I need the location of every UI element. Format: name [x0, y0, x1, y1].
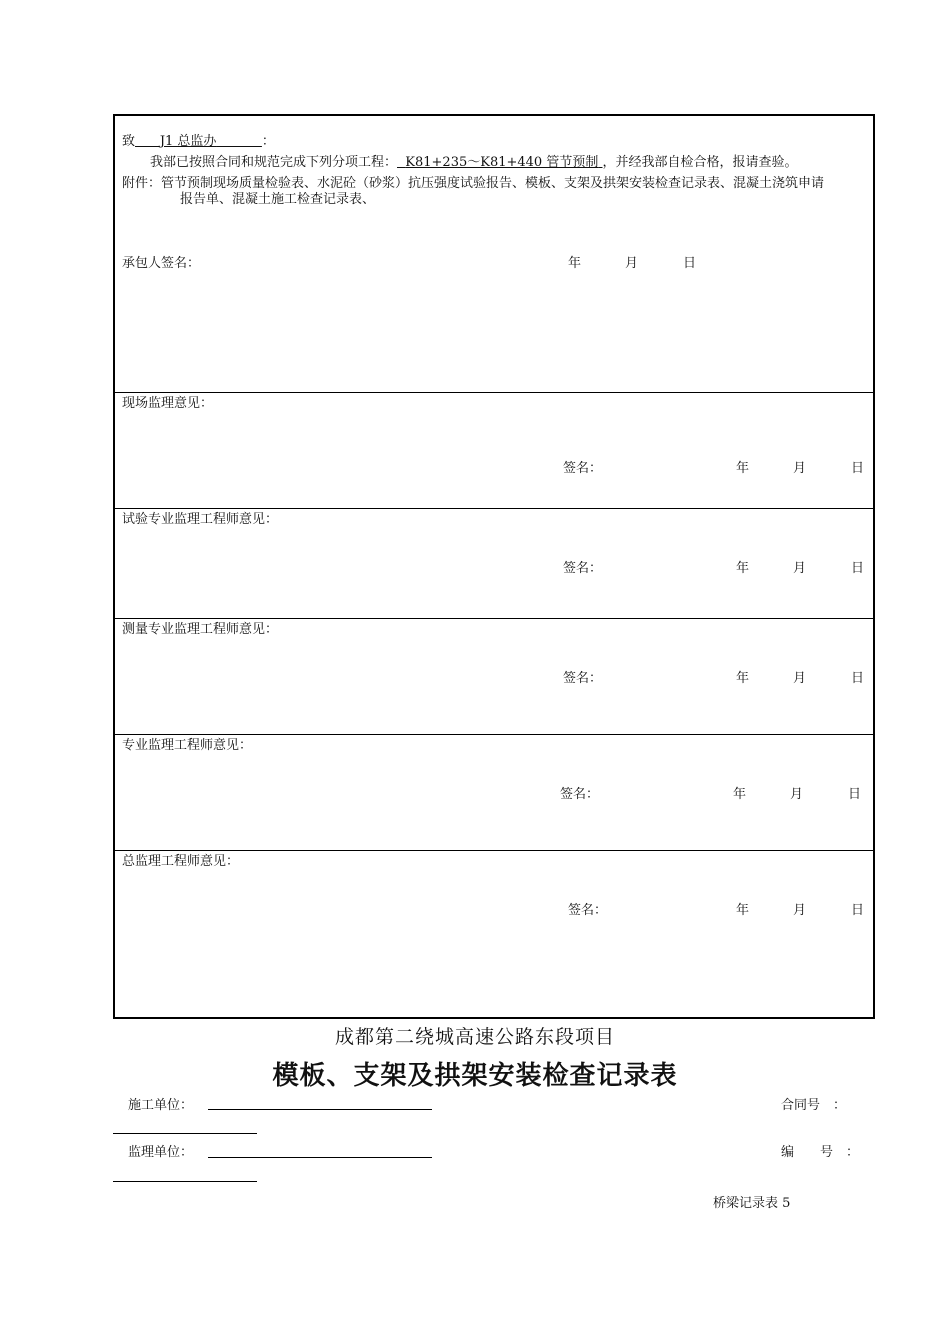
survey-engineer-sign-label: 签名： [563, 671, 603, 686]
statement-prefix: 我部已按照合同和规范完成下列分项工程： [150, 155, 398, 170]
site-supervisor-month: 月 [793, 461, 807, 476]
form-code: 桥梁记录表 5 [713, 1196, 791, 1211]
form-title: 模板、支架及拱架安装检查记录表 [272, 1061, 678, 1091]
contractor-year-label: 年 [568, 256, 582, 271]
site-supervisor-sign-label: 签名： [563, 461, 603, 476]
attachments-line-2: 报告单、混凝土施工检查记录表、 [180, 192, 376, 207]
site-supervisor-day: 日 [851, 461, 865, 476]
specialist-engineer-month: 月 [790, 787, 804, 802]
section-divider [113, 734, 873, 735]
addressee-line [122, 134, 275, 150]
contractor-month-label: 月 [625, 256, 639, 271]
section-divider [113, 508, 873, 509]
test-engineer-sign-label: 签名： [563, 561, 603, 576]
test-engineer-day: 日 [851, 561, 865, 576]
work-item-value[interactable]: K81+235～K81+440 管节预制 [405, 155, 599, 170]
project-title: 成都第二绕城高速公路东段项目 [334, 1026, 615, 1048]
chief-engineer-sign-label: 签名： [568, 903, 608, 918]
section-divider [113, 850, 873, 851]
chief-engineer-opinion-label: 总监理工程师意见： [122, 854, 240, 869]
approval-form-frame [113, 114, 875, 1019]
survey-engineer-year: 年 [736, 671, 750, 686]
survey-engineer-opinion-label: 测量专业监理工程师意见： [122, 622, 279, 637]
chief-engineer-year: 年 [736, 903, 750, 918]
test-engineer-opinion-label: 试验专业监理工程师意见： [122, 512, 279, 527]
statement-suffix: ，并经我部自检合格，报请查验。 [602, 155, 798, 170]
survey-engineer-day: 日 [851, 671, 865, 686]
construction-unit-field[interactable] [208, 1109, 432, 1110]
specialist-engineer-year: 年 [733, 787, 747, 802]
serial-no-field[interactable] [113, 1181, 257, 1182]
section-divider [113, 392, 873, 393]
contract-no-field[interactable] [113, 1133, 257, 1134]
addressee-prefix: 致 [122, 134, 136, 149]
test-engineer-year: 年 [736, 561, 750, 576]
survey-engineer-month: 月 [793, 671, 807, 686]
addressee-value[interactable]: J1 总监办 [159, 134, 217, 149]
supervision-unit-label: 监理单位： [128, 1145, 194, 1160]
section-divider [113, 618, 873, 619]
supervision-unit-field[interactable] [208, 1157, 432, 1158]
specialist-engineer-sign-label: 签名： [560, 787, 600, 802]
addressee-suffix: ： [261, 134, 275, 149]
site-supervisor-year: 年 [736, 461, 750, 476]
construction-unit-label: 施工单位： [128, 1098, 194, 1113]
contractor-sign-label: 承包人签名： [122, 256, 201, 271]
contractor-day-label: 日 [683, 256, 697, 271]
serial-no-label: 编 号 ： [781, 1145, 860, 1160]
statement-line [150, 155, 798, 171]
attachments-line-1: 附件：管节预制现场质量检验表、水泥砼（砂浆）抗压强度试验报告、模板、支架及拱架安装检查记录表、混凝土浇筑申请 [122, 176, 825, 191]
site-supervisor-opinion-label: 现场监理意见： [122, 396, 214, 411]
specialist-engineer-day: 日 [848, 787, 862, 802]
chief-engineer-month: 月 [793, 903, 807, 918]
contract-no-label: 合同号 ： [781, 1098, 847, 1113]
test-engineer-month: 月 [793, 561, 807, 576]
chief-engineer-day: 日 [851, 903, 865, 918]
specialist-engineer-opinion-label: 专业监理工程师意见： [122, 738, 253, 753]
